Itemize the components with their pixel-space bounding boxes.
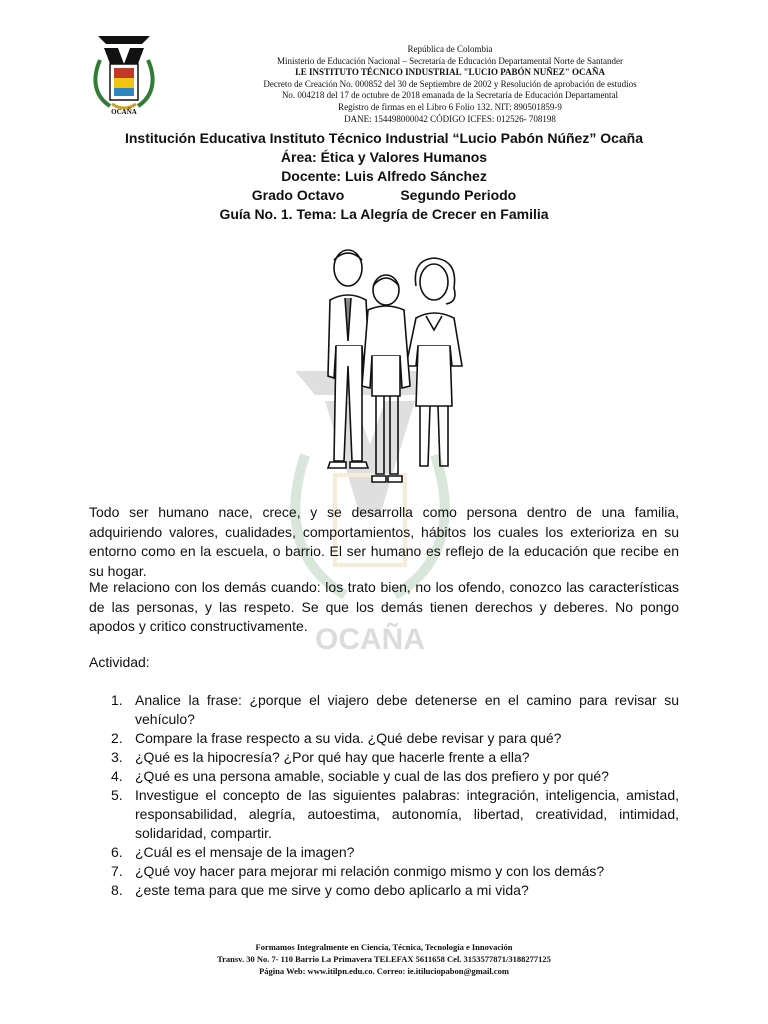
document-titles — [60, 129, 708, 224]
list-item — [89, 729, 679, 748]
list-item — [89, 691, 679, 729]
item-text: ¿Qué es la hipocresía? ¿Por qué hay que hacerle frente a ella? — [135, 749, 530, 765]
item-text: ¿este tema para que me sirve y como debo aplicarlo a mi vida? — [135, 882, 529, 898]
institution-title: Institución Educativa Instituto Técnico Industrial “Lucio Pabón Núñez” Ocaña — [124, 130, 644, 146]
item-number: 2. — [111, 730, 123, 746]
relations-paragraph: Me relaciono con los demás cuando: los trato bien, no los ofendo, conozco las características de las personas, y las respeto. Se que los demás tienen derechos y deberes. No pongo apodos y critico constructivamente. — [89, 579, 679, 634]
item-number: 5. — [111, 787, 123, 803]
footer-line: Formamos Integralmente en Ciencia, Técnica, Tecnología e Innovación — [255, 942, 513, 952]
item-number: 4. — [111, 768, 123, 784]
item-number: 1. — [111, 692, 123, 708]
item-number: 8. — [111, 882, 123, 898]
item-number: 3. — [111, 749, 123, 765]
footer-line: Transv. 30 No. 7- 110 Barrio La Primavera TELEFAX 5611658 Cel. 3153577871/3188277125 — [217, 954, 551, 964]
watermark-label: OCAÑA — [315, 623, 425, 656]
family-illustration — [316, 246, 466, 496]
letterhead-line: Registro de firmas en el Libro 6 Folio 132. NIT: 890501859-9 — [338, 101, 562, 112]
page-footer — [150, 941, 618, 977]
letterhead-line: Decreto de Creación No. 000852 del 30 de Septiembre de 2002 y Resolución de aprobación de estudios — [263, 78, 637, 89]
letterhead-line: DANE: 154498000042 CÓDIGO ICFES: 012526- 708198 — [344, 113, 556, 124]
period-label: Segundo Periodo — [400, 187, 517, 203]
item-text: Compare la frase respecto a su vida. ¿Qué debe revisar y para qué? — [135, 730, 562, 746]
list-item — [89, 786, 679, 843]
list-item — [89, 843, 679, 862]
item-text: Analice la frase: ¿porque el viajero debe detenerse en el camino para revisar su vehículo? — [135, 692, 679, 727]
letterhead-line: Ministerio de Educación Nacional – Secretaría de Educación Departamental Norte de Santander — [276, 55, 624, 66]
activity-list — [89, 691, 679, 900]
item-number: 7. — [111, 863, 123, 879]
area-title: Área: Ética y Valores Humanos — [280, 149, 488, 165]
guide-title: Guía No. 1. Tema: La Alegría de Crecer en Familia — [219, 206, 549, 222]
grade-label: Grado Octavo — [251, 187, 345, 203]
footer-line: Página Web: www.itilpn.edu.co. Correo: ie.itiluciopabon@gmail.com — [259, 966, 509, 976]
letterhead-line: República de Colombia — [407, 44, 493, 54]
item-text: ¿Qué es una persona amable, sociable y cual de las dos prefiero y por qué? — [135, 768, 609, 784]
letterhead-line: I.E INSTITUTO TÉCNICO INDUSTRIAL "LUCIO PABÓN NUÑEZ" OCAÑA — [294, 67, 606, 78]
item-text: ¿Qué voy hacer para mejorar mi relación conmigo mismo y con los demás? — [135, 863, 605, 879]
list-item — [89, 862, 679, 881]
item-text: ¿Cuál es el mensaje de la imagen? — [135, 844, 355, 860]
teacher-title: Docente: Luis Alfredo Sánchez — [281, 168, 487, 184]
grade-period-row — [60, 186, 708, 205]
letterhead — [160, 44, 740, 125]
list-item — [89, 881, 679, 900]
letterhead-line: No. 004218 del 17 de octubre de 2018 emanada de la Secretaría de Educación Departamental — [281, 90, 619, 101]
intro-paragraph: Todo ser humano nace, crece, y se desarrolla como persona dentro de una familia, adquiriendo valores, cualidades, comportamientos, hábitos los cuales los exterioriza en su entorno como en la escuela, o barrio. El ser humano es reflejo de la educación que recibe en su hogar. — [89, 504, 679, 579]
item-text: Investigue el concepto de las siguientes palabras: integración, inteligencia, amistad, responsabilidad, alegría, autoestima, autonomía, libertad, creatividad, intimidad, solidaridad, compartir. — [135, 787, 679, 841]
list-item — [89, 767, 679, 786]
logo-caption: OCAÑA — [111, 108, 137, 116]
list-item — [89, 748, 679, 767]
item-number: 6. — [111, 844, 123, 860]
activity-label: Actividad: — [89, 654, 150, 670]
